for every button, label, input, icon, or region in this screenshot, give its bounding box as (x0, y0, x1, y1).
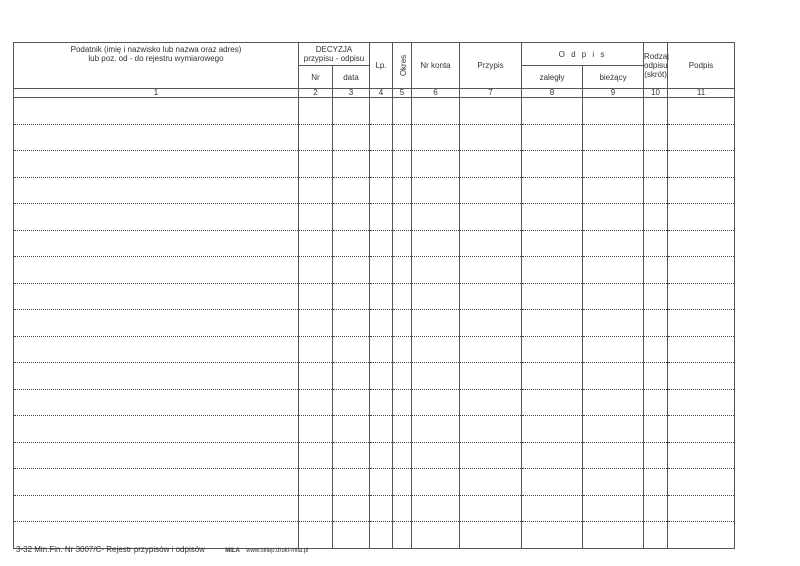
entry-cell[interactable] (14, 124, 299, 151)
entry-cell[interactable] (583, 230, 644, 257)
table-row (14, 230, 735, 257)
entry-cell[interactable] (393, 522, 412, 549)
entry-cell[interactable] (299, 389, 333, 416)
entry-cell[interactable] (299, 363, 333, 390)
entry-cell[interactable] (393, 230, 412, 257)
entry-cell[interactable] (583, 204, 644, 231)
entry-cell[interactable] (668, 336, 735, 363)
entry-cell[interactable] (370, 151, 393, 178)
entry-cell[interactable] (333, 204, 370, 231)
header-biezacy: bieżący (583, 66, 644, 89)
entry-cell[interactable] (412, 177, 460, 204)
header-decyzja-title: DECYZJA (315, 45, 353, 54)
entry-cell[interactable] (583, 336, 644, 363)
entry-cell[interactable] (644, 442, 668, 469)
entry-cell[interactable] (668, 442, 735, 469)
entry-cell[interactable] (644, 336, 668, 363)
entry-cell[interactable] (299, 336, 333, 363)
entry-cell[interactable] (583, 416, 644, 443)
table-row (14, 363, 735, 390)
publisher-url: www.sklep.druki-mila.pl (246, 548, 309, 554)
entry-cell[interactable] (583, 177, 644, 204)
entry-cell[interactable] (522, 495, 583, 522)
entry-cell[interactable] (299, 469, 333, 496)
entry-cell[interactable] (370, 495, 393, 522)
entry-cell[interactable] (644, 98, 668, 125)
entry-cell[interactable] (522, 389, 583, 416)
entry-cell[interactable] (393, 416, 412, 443)
table-row (14, 283, 735, 310)
entry-cell[interactable] (460, 151, 522, 178)
entry-cell[interactable] (522, 469, 583, 496)
entry-cell[interactable] (668, 469, 735, 496)
entry-cell[interactable] (460, 363, 522, 390)
entry-cell[interactable] (14, 469, 299, 496)
entry-cell[interactable] (522, 257, 583, 284)
table-row (14, 389, 735, 416)
entry-cell[interactable] (370, 389, 393, 416)
table-row (14, 416, 735, 443)
entry-cell[interactable] (583, 257, 644, 284)
entry-cell[interactable] (460, 177, 522, 204)
entry-cell[interactable] (460, 124, 522, 151)
entry-cell[interactable] (333, 177, 370, 204)
entry-cell[interactable] (14, 416, 299, 443)
entry-cell[interactable] (370, 204, 393, 231)
entry-rows (14, 98, 735, 549)
column-number: 6 (412, 89, 460, 98)
entry-cell[interactable] (460, 469, 522, 496)
entry-cell[interactable] (370, 283, 393, 310)
entry-cell[interactable] (370, 416, 393, 443)
entry-cell[interactable] (668, 416, 735, 443)
entry-cell[interactable] (370, 469, 393, 496)
entry-cell[interactable] (412, 442, 460, 469)
entry-cell[interactable] (370, 177, 393, 204)
entry-cell[interactable] (393, 151, 412, 178)
header-rodzaj-line2: odpisu (644, 61, 668, 70)
column-number: 7 (460, 89, 522, 98)
entry-cell[interactable] (460, 98, 522, 125)
entry-cell[interactable] (644, 416, 668, 443)
entry-cell[interactable] (460, 283, 522, 310)
entry-cell[interactable] (644, 310, 668, 337)
column-number: 11 (668, 89, 735, 98)
table-row (14, 98, 735, 125)
entry-cell[interactable] (412, 257, 460, 284)
entry-cell[interactable] (668, 204, 735, 231)
entry-cell[interactable] (412, 495, 460, 522)
entry-cell[interactable] (522, 522, 583, 549)
entry-cell[interactable] (668, 230, 735, 257)
entry-cell[interactable] (393, 469, 412, 496)
entry-cell[interactable] (299, 257, 333, 284)
entry-cell[interactable] (460, 230, 522, 257)
entry-cell[interactable] (522, 124, 583, 151)
header-zalegly: zaległy (522, 66, 583, 89)
table-row (14, 151, 735, 178)
entry-cell[interactable] (522, 204, 583, 231)
entry-cell[interactable] (370, 257, 393, 284)
entry-cell[interactable] (370, 442, 393, 469)
entry-cell[interactable] (412, 522, 460, 549)
entry-cell[interactable] (393, 257, 412, 284)
entry-cell[interactable] (412, 310, 460, 337)
header-decyzja (299, 43, 370, 66)
entry-cell[interactable] (644, 283, 668, 310)
entry-cell[interactable] (522, 416, 583, 443)
header-nr: Nr (299, 66, 333, 89)
entry-cell[interactable] (299, 495, 333, 522)
entry-cell[interactable] (460, 495, 522, 522)
entry-cell[interactable] (393, 389, 412, 416)
entry-cell[interactable] (333, 98, 370, 125)
entry-cell[interactable] (460, 522, 522, 549)
entry-cell[interactable] (333, 310, 370, 337)
entry-cell[interactable] (14, 257, 299, 284)
column-number: 4 (370, 89, 393, 98)
entry-cell[interactable] (522, 151, 583, 178)
entry-cell[interactable] (412, 98, 460, 125)
entry-cell[interactable] (668, 98, 735, 125)
entry-cell[interactable] (668, 495, 735, 522)
header-nr-konta: Nr konta (412, 43, 460, 89)
entry-cell[interactable] (644, 230, 668, 257)
entry-cell[interactable] (14, 442, 299, 469)
entry-cell[interactable] (583, 283, 644, 310)
column-number: 1 (14, 89, 299, 98)
entry-cell[interactable] (333, 283, 370, 310)
entry-cell[interactable] (333, 416, 370, 443)
header-decyzja-sub: przypisu - odpisu (303, 54, 365, 63)
table-row (14, 442, 735, 469)
entry-cell[interactable] (460, 442, 522, 469)
entry-cell[interactable] (522, 363, 583, 390)
column-number: 2 (299, 89, 333, 98)
entry-cell[interactable] (583, 310, 644, 337)
form-code: 3-32 Min.Fin. Nr 3007/C- Rejestr przypisów i odpisów (16, 545, 205, 554)
entry-cell[interactable] (644, 522, 668, 549)
entry-cell[interactable] (644, 151, 668, 178)
entry-cell[interactable] (644, 257, 668, 284)
entry-cell[interactable] (412, 469, 460, 496)
entry-cell[interactable] (14, 495, 299, 522)
entry-cell[interactable] (522, 177, 583, 204)
entry-cell[interactable] (412, 363, 460, 390)
entry-cell[interactable] (460, 389, 522, 416)
entry-cell[interactable] (668, 177, 735, 204)
entry-cell[interactable] (583, 495, 644, 522)
entry-cell[interactable] (460, 416, 522, 443)
table-row (14, 469, 735, 496)
table-row (14, 177, 735, 204)
column-number: 3 (333, 89, 370, 98)
entry-cell[interactable] (333, 124, 370, 151)
entry-cell[interactable] (412, 151, 460, 178)
entry-cell[interactable] (583, 151, 644, 178)
entry-cell[interactable] (522, 98, 583, 125)
entry-cell[interactable] (14, 336, 299, 363)
register-form-table (13, 42, 735, 549)
entry-cell[interactable] (393, 124, 412, 151)
entry-cell[interactable] (14, 283, 299, 310)
entry-cell[interactable] (644, 177, 668, 204)
publisher-brand: MILA (225, 548, 240, 554)
entry-cell[interactable] (14, 363, 299, 390)
table-row (14, 124, 735, 151)
entry-cell[interactable] (299, 310, 333, 337)
entry-cell[interactable] (412, 204, 460, 231)
entry-cell[interactable] (583, 363, 644, 390)
entry-cell[interactable] (460, 310, 522, 337)
entry-cell[interactable] (333, 257, 370, 284)
entry-cell[interactable] (668, 310, 735, 337)
entry-cell[interactable] (333, 230, 370, 257)
entry-cell[interactable] (644, 389, 668, 416)
entry-cell[interactable] (14, 177, 299, 204)
entry-cell[interactable] (668, 522, 735, 549)
entry-cell[interactable] (333, 442, 370, 469)
entry-cell[interactable] (333, 151, 370, 178)
column-number: 10 (644, 89, 668, 98)
header-odpis: O d p i s (522, 43, 644, 66)
entry-cell[interactable] (522, 336, 583, 363)
entry-cell[interactable] (412, 124, 460, 151)
entry-cell[interactable] (370, 336, 393, 363)
entry-cell[interactable] (583, 469, 644, 496)
header-podpis: Podpis (668, 43, 735, 89)
entry-cell[interactable] (644, 204, 668, 231)
entry-cell[interactable] (393, 442, 412, 469)
entry-cell[interactable] (14, 151, 299, 178)
header-data: data (333, 66, 370, 89)
header-rodzaj-line3: (skrót) (644, 70, 667, 79)
entry-cell[interactable] (393, 336, 412, 363)
entry-cell[interactable] (644, 363, 668, 390)
entry-cell[interactable] (370, 230, 393, 257)
entry-cell[interactable] (299, 283, 333, 310)
entry-cell[interactable] (14, 230, 299, 257)
entry-cell[interactable] (644, 124, 668, 151)
entry-cell[interactable] (299, 416, 333, 443)
entry-cell[interactable] (412, 230, 460, 257)
entry-cell[interactable] (14, 98, 299, 125)
entry-cell[interactable] (393, 177, 412, 204)
entry-cell[interactable] (299, 98, 333, 125)
entry-cell[interactable] (522, 230, 583, 257)
entry-cell[interactable] (522, 283, 583, 310)
header-taxpayer-line1: Podatnik (imię i nazwisko lub nazwa oraz adres) (70, 45, 242, 54)
entry-cell[interactable] (668, 124, 735, 151)
column-number: 9 (583, 89, 644, 98)
entry-cell[interactable] (14, 310, 299, 337)
entry-cell[interactable] (412, 283, 460, 310)
entry-cell[interactable] (644, 469, 668, 496)
entry-cell[interactable] (393, 495, 412, 522)
entry-cell[interactable] (668, 363, 735, 390)
entry-cell[interactable] (412, 416, 460, 443)
entry-cell[interactable] (299, 177, 333, 204)
entry-cell[interactable] (333, 469, 370, 496)
entry-cell[interactable] (393, 310, 412, 337)
entry-cell[interactable] (460, 204, 522, 231)
column-number: 5 (393, 89, 412, 98)
entry-cell[interactable] (522, 442, 583, 469)
header-taxpayer (14, 43, 299, 89)
entry-cell[interactable] (14, 204, 299, 231)
header-rodzaj-odpisu (644, 43, 668, 89)
entry-cell[interactable] (668, 283, 735, 310)
entry-cell[interactable] (460, 336, 522, 363)
table-row (14, 204, 735, 231)
entry-cell[interactable] (393, 363, 412, 390)
entry-cell[interactable] (583, 98, 644, 125)
header-okres-label: Okres (399, 54, 409, 77)
entry-cell[interactable] (412, 389, 460, 416)
form-footer (16, 545, 308, 554)
table-row (14, 257, 735, 284)
header-okres (393, 43, 412, 89)
entry-cell[interactable] (299, 230, 333, 257)
entry-cell[interactable] (370, 363, 393, 390)
header-lp: Lp. (370, 43, 393, 89)
entry-cell[interactable] (522, 310, 583, 337)
entry-cell[interactable] (583, 522, 644, 549)
table-row (14, 310, 735, 337)
entry-cell[interactable] (393, 204, 412, 231)
entry-cell[interactable] (333, 336, 370, 363)
entry-cell[interactable] (370, 310, 393, 337)
entry-cell[interactable] (299, 124, 333, 151)
entry-cell[interactable] (583, 442, 644, 469)
entry-cell[interactable] (668, 389, 735, 416)
table-row (14, 495, 735, 522)
entry-cell[interactable] (583, 124, 644, 151)
entry-cell[interactable] (583, 389, 644, 416)
header-taxpayer-line2: lub poz. od - do rejestru wymiarowego (88, 54, 224, 63)
column-number-row (14, 89, 735, 98)
entry-cell[interactable] (393, 283, 412, 310)
table-row (14, 336, 735, 363)
entry-cell[interactable] (333, 363, 370, 390)
entry-cell[interactable] (333, 495, 370, 522)
column-number: 8 (522, 89, 583, 98)
entry-cell[interactable] (370, 98, 393, 125)
entry-cell[interactable] (644, 495, 668, 522)
entry-cell[interactable] (668, 151, 735, 178)
entry-cell[interactable] (299, 442, 333, 469)
entry-cell[interactable] (299, 204, 333, 231)
header-przypis: Przypis (460, 43, 522, 89)
entry-cell[interactable] (412, 336, 460, 363)
entry-cell[interactable] (668, 257, 735, 284)
entry-cell[interactable] (299, 151, 333, 178)
entry-cell[interactable] (393, 98, 412, 125)
entry-cell[interactable] (333, 522, 370, 549)
entry-cell[interactable] (460, 257, 522, 284)
entry-cell[interactable] (14, 389, 299, 416)
entry-cell[interactable] (370, 124, 393, 151)
entry-cell[interactable] (333, 389, 370, 416)
entry-cell[interactable] (370, 522, 393, 549)
header-rodzaj-line1: Rodzaj (644, 52, 669, 61)
